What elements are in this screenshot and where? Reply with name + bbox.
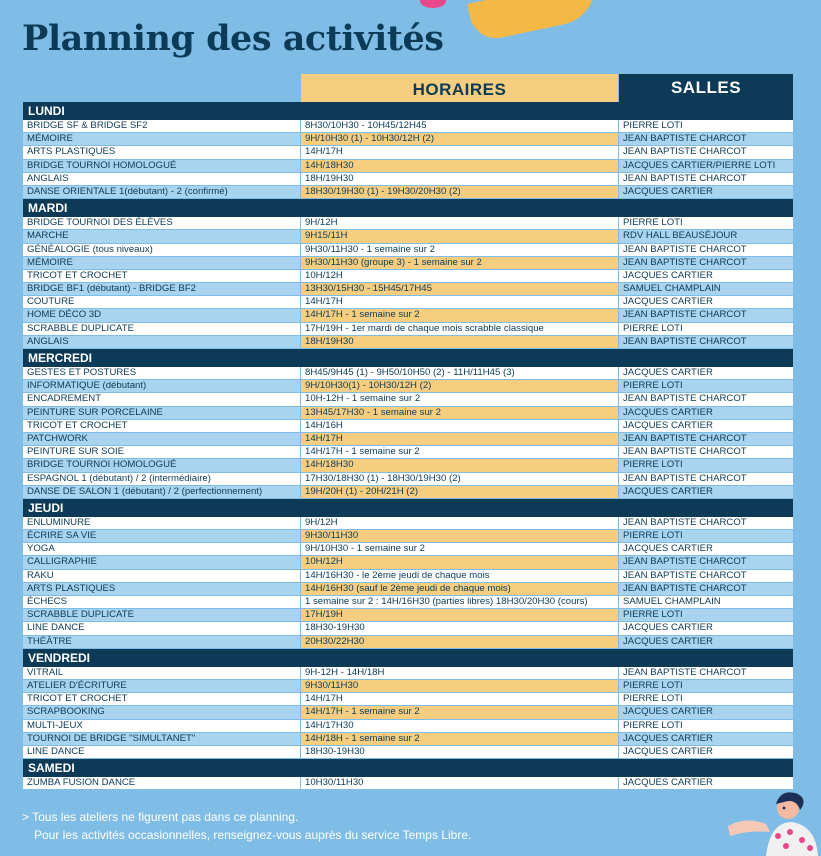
- activity-cell: THÉÂTRE: [23, 636, 300, 648]
- table-row: [23, 217, 793, 230]
- table-row: [23, 636, 793, 649]
- room-cell: JEAN BAPTISTE CHARCOT: [619, 133, 793, 145]
- activity-cell: ENLUMINURE: [23, 517, 300, 529]
- room-cell: SAMUEL CHAMPLAIN: [619, 596, 793, 608]
- footnote-line-1: > Tous les ateliers ne figurent pas dans ce planning.: [22, 810, 299, 824]
- table-row: [23, 570, 793, 583]
- room-cell: PIERRE LOTI: [619, 609, 793, 621]
- activity-cell: MÉMOIRE: [23, 133, 300, 145]
- day-header: MERCREDI: [23, 349, 793, 367]
- schedule-cell: 10H-12H - 1 semaine sur 2: [301, 393, 618, 405]
- room-cell: JEAN BAPTISTE CHARCOT: [619, 393, 793, 405]
- table-row: [23, 244, 793, 257]
- activity-cell: RAKU: [23, 570, 300, 582]
- table-row: [23, 367, 793, 380]
- decorative-yellow-shape: [467, 0, 602, 43]
- footnote: [22, 808, 471, 844]
- day-header: JEUDI: [23, 499, 793, 517]
- schedule-cell: 10H/12H: [301, 556, 618, 568]
- activity-cell: DANSE DE SALON 1 (débutant) / 2 (perfectionnement): [23, 486, 300, 498]
- schedule-cell: 14H/16H30 - le 2ème jeudi de chaque mois: [301, 570, 618, 582]
- activity-cell: BRIDGE TOURNOI DES ÉLÈVES: [23, 217, 300, 229]
- activity-cell: INFORMATIQUE (débutant): [23, 380, 300, 392]
- table-row: [23, 309, 793, 322]
- schedule-cell: 20H30/22H30: [301, 636, 618, 648]
- horaires-header: HORAIRES: [301, 74, 618, 102]
- table-row: [23, 230, 793, 243]
- room-cell: PIERRE LOTI: [619, 680, 793, 692]
- schedule-cell: 9H30/11H30 (groupe 3) - 1 semaine sur 2: [301, 257, 618, 269]
- room-cell: JACQUES CARTIER: [619, 777, 793, 789]
- schedule-cell: 1 semaine sur 2 : 14H/16H30 (parties libres) 18H30/20H30 (cours): [301, 596, 618, 608]
- room-cell: JEAN BAPTISTE CHARCOT: [619, 583, 793, 595]
- table-row: [23, 146, 793, 159]
- activity-cell: COUTURE: [23, 296, 300, 308]
- table-row: [23, 556, 793, 569]
- table-row: [23, 459, 793, 472]
- table-row: [23, 517, 793, 530]
- footnote-line-2: Pour les activités occasionnelles, renseignez-vous auprès du service Temps Libre.: [34, 828, 472, 842]
- activity-cell: SCRAPBOOKING: [23, 706, 300, 718]
- activity-cell: HOME DÉCO 3D: [23, 309, 300, 321]
- table-row: [23, 296, 793, 309]
- day-header: VENDREDI: [23, 649, 793, 667]
- schedule-cell: 18H/19H30: [301, 336, 618, 348]
- activity-cell: ESPAGNOL 1 (débutant) / 2 (intermédiaire): [23, 473, 300, 485]
- activity-cell: ANGLAIS: [23, 336, 300, 348]
- room-cell: JEAN BAPTISTE CHARCOT: [619, 517, 793, 529]
- schedule-cell: 18H30-19H30: [301, 622, 618, 634]
- schedule-cell: 18H30/19H30 (1) - 19H30/20H30 (2): [301, 186, 618, 198]
- room-cell: JACQUES CARTIER: [619, 622, 793, 634]
- room-cell: RDV HALL BEAUSÉJOUR: [619, 230, 793, 242]
- room-cell: JACQUES CARTIER: [619, 296, 793, 308]
- schedule-cell: 8H30/10H30 - 10H45/12H45: [301, 120, 618, 132]
- day-header: LUNDI: [23, 102, 793, 120]
- schedule-cell: 9H30/11H30: [301, 530, 618, 542]
- schedule-cell: 14H/17H - 1 semaine sur 2: [301, 446, 618, 458]
- table-row: [23, 393, 793, 406]
- room-cell: JACQUES CARTIER: [619, 636, 793, 648]
- table-row: [23, 530, 793, 543]
- activity-cell: BRIDGE SF & BRIDGE SF2: [23, 120, 300, 132]
- activity-cell: ÉCRIRE SA VIE: [23, 530, 300, 542]
- table-row: [23, 486, 793, 499]
- schedule-cell: 14H/17H: [301, 296, 618, 308]
- room-cell: JEAN BAPTISTE CHARCOT: [619, 446, 793, 458]
- table-row: [23, 777, 793, 790]
- activity-cell: MÉMOIRE: [23, 257, 300, 269]
- table-row: [23, 720, 793, 733]
- day-header: SAMEDI: [23, 759, 793, 777]
- schedule-cell: 14H/17H - 1 semaine sur 2: [301, 309, 618, 321]
- activity-cell: ATELIER D'ÉCRITURE: [23, 680, 300, 692]
- activity-cell: GÉNÉALOGIE (tous niveaux): [23, 244, 300, 256]
- activity-cell: ÉCHECS: [23, 596, 300, 608]
- table-row: [23, 693, 793, 706]
- schedule-cell: 19H/20H (1) - 20H/21H (2): [301, 486, 618, 498]
- room-cell: JACQUES CARTIER: [619, 270, 793, 282]
- room-cell: JEAN BAPTISTE CHARCOT: [619, 473, 793, 485]
- activity-cell: ANGLAIS: [23, 173, 300, 185]
- schedule-cell: 13H30/15H30 - 15H45/17H45: [301, 283, 618, 295]
- room-cell: PIERRE LOTI: [619, 530, 793, 542]
- activity-cell: MARCHE: [23, 230, 300, 242]
- activity-cell: LINE DANCE: [23, 746, 300, 758]
- activity-cell: TOURNOI DE BRIDGE "SIMULTANET": [23, 733, 300, 745]
- schedule-cell: 14H/16H: [301, 420, 618, 432]
- schedule-cell: 14H/17H: [301, 433, 618, 445]
- room-cell: PIERRE LOTI: [619, 459, 793, 471]
- room-cell: PIERRE LOTI: [619, 720, 793, 732]
- schedule-cell: 9H15/11H: [301, 230, 618, 242]
- activity-cell: LINE DANCE: [23, 622, 300, 634]
- table-row: [23, 283, 793, 296]
- room-cell: JEAN BAPTISTE CHARCOT: [619, 433, 793, 445]
- table-row: [23, 336, 793, 349]
- schedule-cell: 14H/17H30: [301, 720, 618, 732]
- room-cell: JACQUES CARTIER: [619, 733, 793, 745]
- table-row: [23, 433, 793, 446]
- activity-cell: CALLIGRAPHIE: [23, 556, 300, 568]
- table-row: [23, 420, 793, 433]
- activity-cell: SCRABBLE DUPLICATE: [23, 609, 300, 621]
- schedule-cell: 9H/10H30 - 1 semaine sur 2: [301, 543, 618, 555]
- salles-header: SALLES: [619, 74, 793, 102]
- room-cell: PIERRE LOTI: [619, 120, 793, 132]
- table-row: [23, 380, 793, 393]
- day-header: MARDI: [23, 199, 793, 217]
- room-cell: JACQUES CARTIER: [619, 407, 793, 419]
- room-cell: JACQUES CARTIER: [619, 186, 793, 198]
- schedule-cell: 9H/12H: [301, 517, 618, 529]
- activity-cell: TRICOT ET CROCHET: [23, 693, 300, 705]
- schedule-cell: 9H30/11H30 - 1 semaine sur 2: [301, 244, 618, 256]
- table-row: [23, 186, 793, 199]
- schedule-cell: 8H45/9H45 (1) - 9H50/10H50 (2) - 11H/11H45 (3): [301, 367, 618, 379]
- activity-cell: ENCADREMENT: [23, 393, 300, 405]
- room-cell: JEAN BAPTISTE CHARCOT: [619, 667, 793, 679]
- room-cell: JEAN BAPTISTE CHARCOT: [619, 146, 793, 158]
- room-cell: JEAN BAPTISTE CHARCOT: [619, 336, 793, 348]
- activity-cell: YOGA: [23, 543, 300, 555]
- room-cell: JACQUES CARTIER: [619, 543, 793, 555]
- schedule-table: [23, 102, 793, 790]
- activity-cell: PEINTURE SUR SOIE: [23, 446, 300, 458]
- schedule-cell: 18H30-19H30: [301, 746, 618, 758]
- table-row: [23, 680, 793, 693]
- table-row: [23, 257, 793, 270]
- schedule-cell: 17H/19H: [301, 609, 618, 621]
- activity-cell: ARTS PLASTIQUES: [23, 583, 300, 595]
- room-cell: JACQUES CARTIER: [619, 367, 793, 379]
- room-cell: SAMUEL CHAMPLAIN: [619, 283, 793, 295]
- table-row: [23, 173, 793, 186]
- room-cell: JEAN BAPTISTE CHARCOT: [619, 173, 793, 185]
- table-row: [23, 407, 793, 420]
- table-row: [23, 609, 793, 622]
- table-row: [23, 622, 793, 635]
- schedule-cell: 14H/18H30: [301, 160, 618, 172]
- table-row: [23, 583, 793, 596]
- table-row: [23, 323, 793, 336]
- room-cell: JEAN BAPTISTE CHARCOT: [619, 244, 793, 256]
- room-cell: PIERRE LOTI: [619, 380, 793, 392]
- room-cell: JACQUES CARTIER: [619, 706, 793, 718]
- room-cell: JEAN BAPTISTE CHARCOT: [619, 570, 793, 582]
- room-cell: JACQUES CARTIER/PIERRE LOTI: [619, 160, 793, 172]
- activity-cell: BRIDGE TOURNOI HOMOLOGUÉ: [23, 160, 300, 172]
- activity-cell: PEINTURE SUR PORCELAINE: [23, 407, 300, 419]
- table-row: [23, 733, 793, 746]
- schedule-cell: 18H/19H30: [301, 173, 618, 185]
- table-row: [23, 160, 793, 173]
- schedule-cell: 14H/17H - 1 semaine sur 2: [301, 706, 618, 718]
- schedule-cell: 13H45/17H30 - 1 semaine sur 2: [301, 407, 618, 419]
- table-row: [23, 133, 793, 146]
- schedule-cell: 9H-12H - 14H/18H: [301, 667, 618, 679]
- activity-cell: BRIDGE BF1 (débutant) - BRIDGE BF2: [23, 283, 300, 295]
- decorative-pink-shape: [420, 0, 446, 8]
- room-cell: PIERRE LOTI: [619, 217, 793, 229]
- room-cell: JACQUES CARTIER: [619, 420, 793, 432]
- woman-illustration: [726, 786, 821, 856]
- room-cell: JEAN BAPTISTE CHARCOT: [619, 257, 793, 269]
- activity-cell: PATCHWORK: [23, 433, 300, 445]
- schedule-cell: 9H/10H30(1) - 10H30/12H (2): [301, 380, 618, 392]
- table-row: [23, 473, 793, 486]
- activity-cell: ARTS PLASTIQUES: [23, 146, 300, 158]
- schedule-cell: 14H/16H30 (sauf le 2ème jeudi de chaque mois): [301, 583, 618, 595]
- room-cell: JEAN BAPTISTE CHARCOT: [619, 556, 793, 568]
- schedule-cell: 14H/17H: [301, 693, 618, 705]
- schedule-cell: 14H/17H: [301, 146, 618, 158]
- table-row: [23, 543, 793, 556]
- table-row: [23, 270, 793, 283]
- schedule-cell: 10H/12H: [301, 270, 618, 282]
- schedule-cell: 17H30/18H30 (1) - 18H30/19H30 (2): [301, 473, 618, 485]
- page-title: Planning des activités: [22, 18, 444, 59]
- room-cell: PIERRE LOTI: [619, 323, 793, 335]
- activity-cell: TRICOT ET CROCHET: [23, 420, 300, 432]
- room-cell: JEAN BAPTISTE CHARCOT: [619, 309, 793, 321]
- schedule-cell: 9H/10H30 (1) - 10H30/12H (2): [301, 133, 618, 145]
- schedule-cell: 17H/19H - 1er mardi de chaque mois scrabble classique: [301, 323, 618, 335]
- room-cell: JACQUES CARTIER: [619, 746, 793, 758]
- schedule-cell: 9H30/11H30: [301, 680, 618, 692]
- table-row: [23, 446, 793, 459]
- table-row: [23, 667, 793, 680]
- activity-cell: DANSE ORIENTALE 1(débutant) - 2 (confirmé): [23, 186, 300, 198]
- activity-cell: ZUMBA FUSION DANCE: [23, 777, 300, 789]
- schedule-cell: 10H30/11H30: [301, 777, 618, 789]
- activity-cell: VITRAIL: [23, 667, 300, 679]
- table-row: [23, 746, 793, 759]
- room-cell: JACQUES CARTIER: [619, 486, 793, 498]
- table-row: [23, 120, 793, 133]
- activity-cell: BRIDGE TOURNOI HOMOLOGUÉ: [23, 459, 300, 471]
- schedule-cell: 9H/12H: [301, 217, 618, 229]
- room-cell: PIERRE LOTI: [619, 693, 793, 705]
- activity-cell: TRICOT ET CROCHET: [23, 270, 300, 282]
- table-row: [23, 706, 793, 719]
- activity-cell: MULTI-JEUX: [23, 720, 300, 732]
- schedule-cell: 14H/18H - 1 semaine sur 2: [301, 733, 618, 745]
- activity-cell: SCRABBLE DUPLICATE: [23, 323, 300, 335]
- schedule-cell: 14H/18H30: [301, 459, 618, 471]
- table-row: [23, 596, 793, 609]
- activity-cell: GESTES ET POSTURES: [23, 367, 300, 379]
